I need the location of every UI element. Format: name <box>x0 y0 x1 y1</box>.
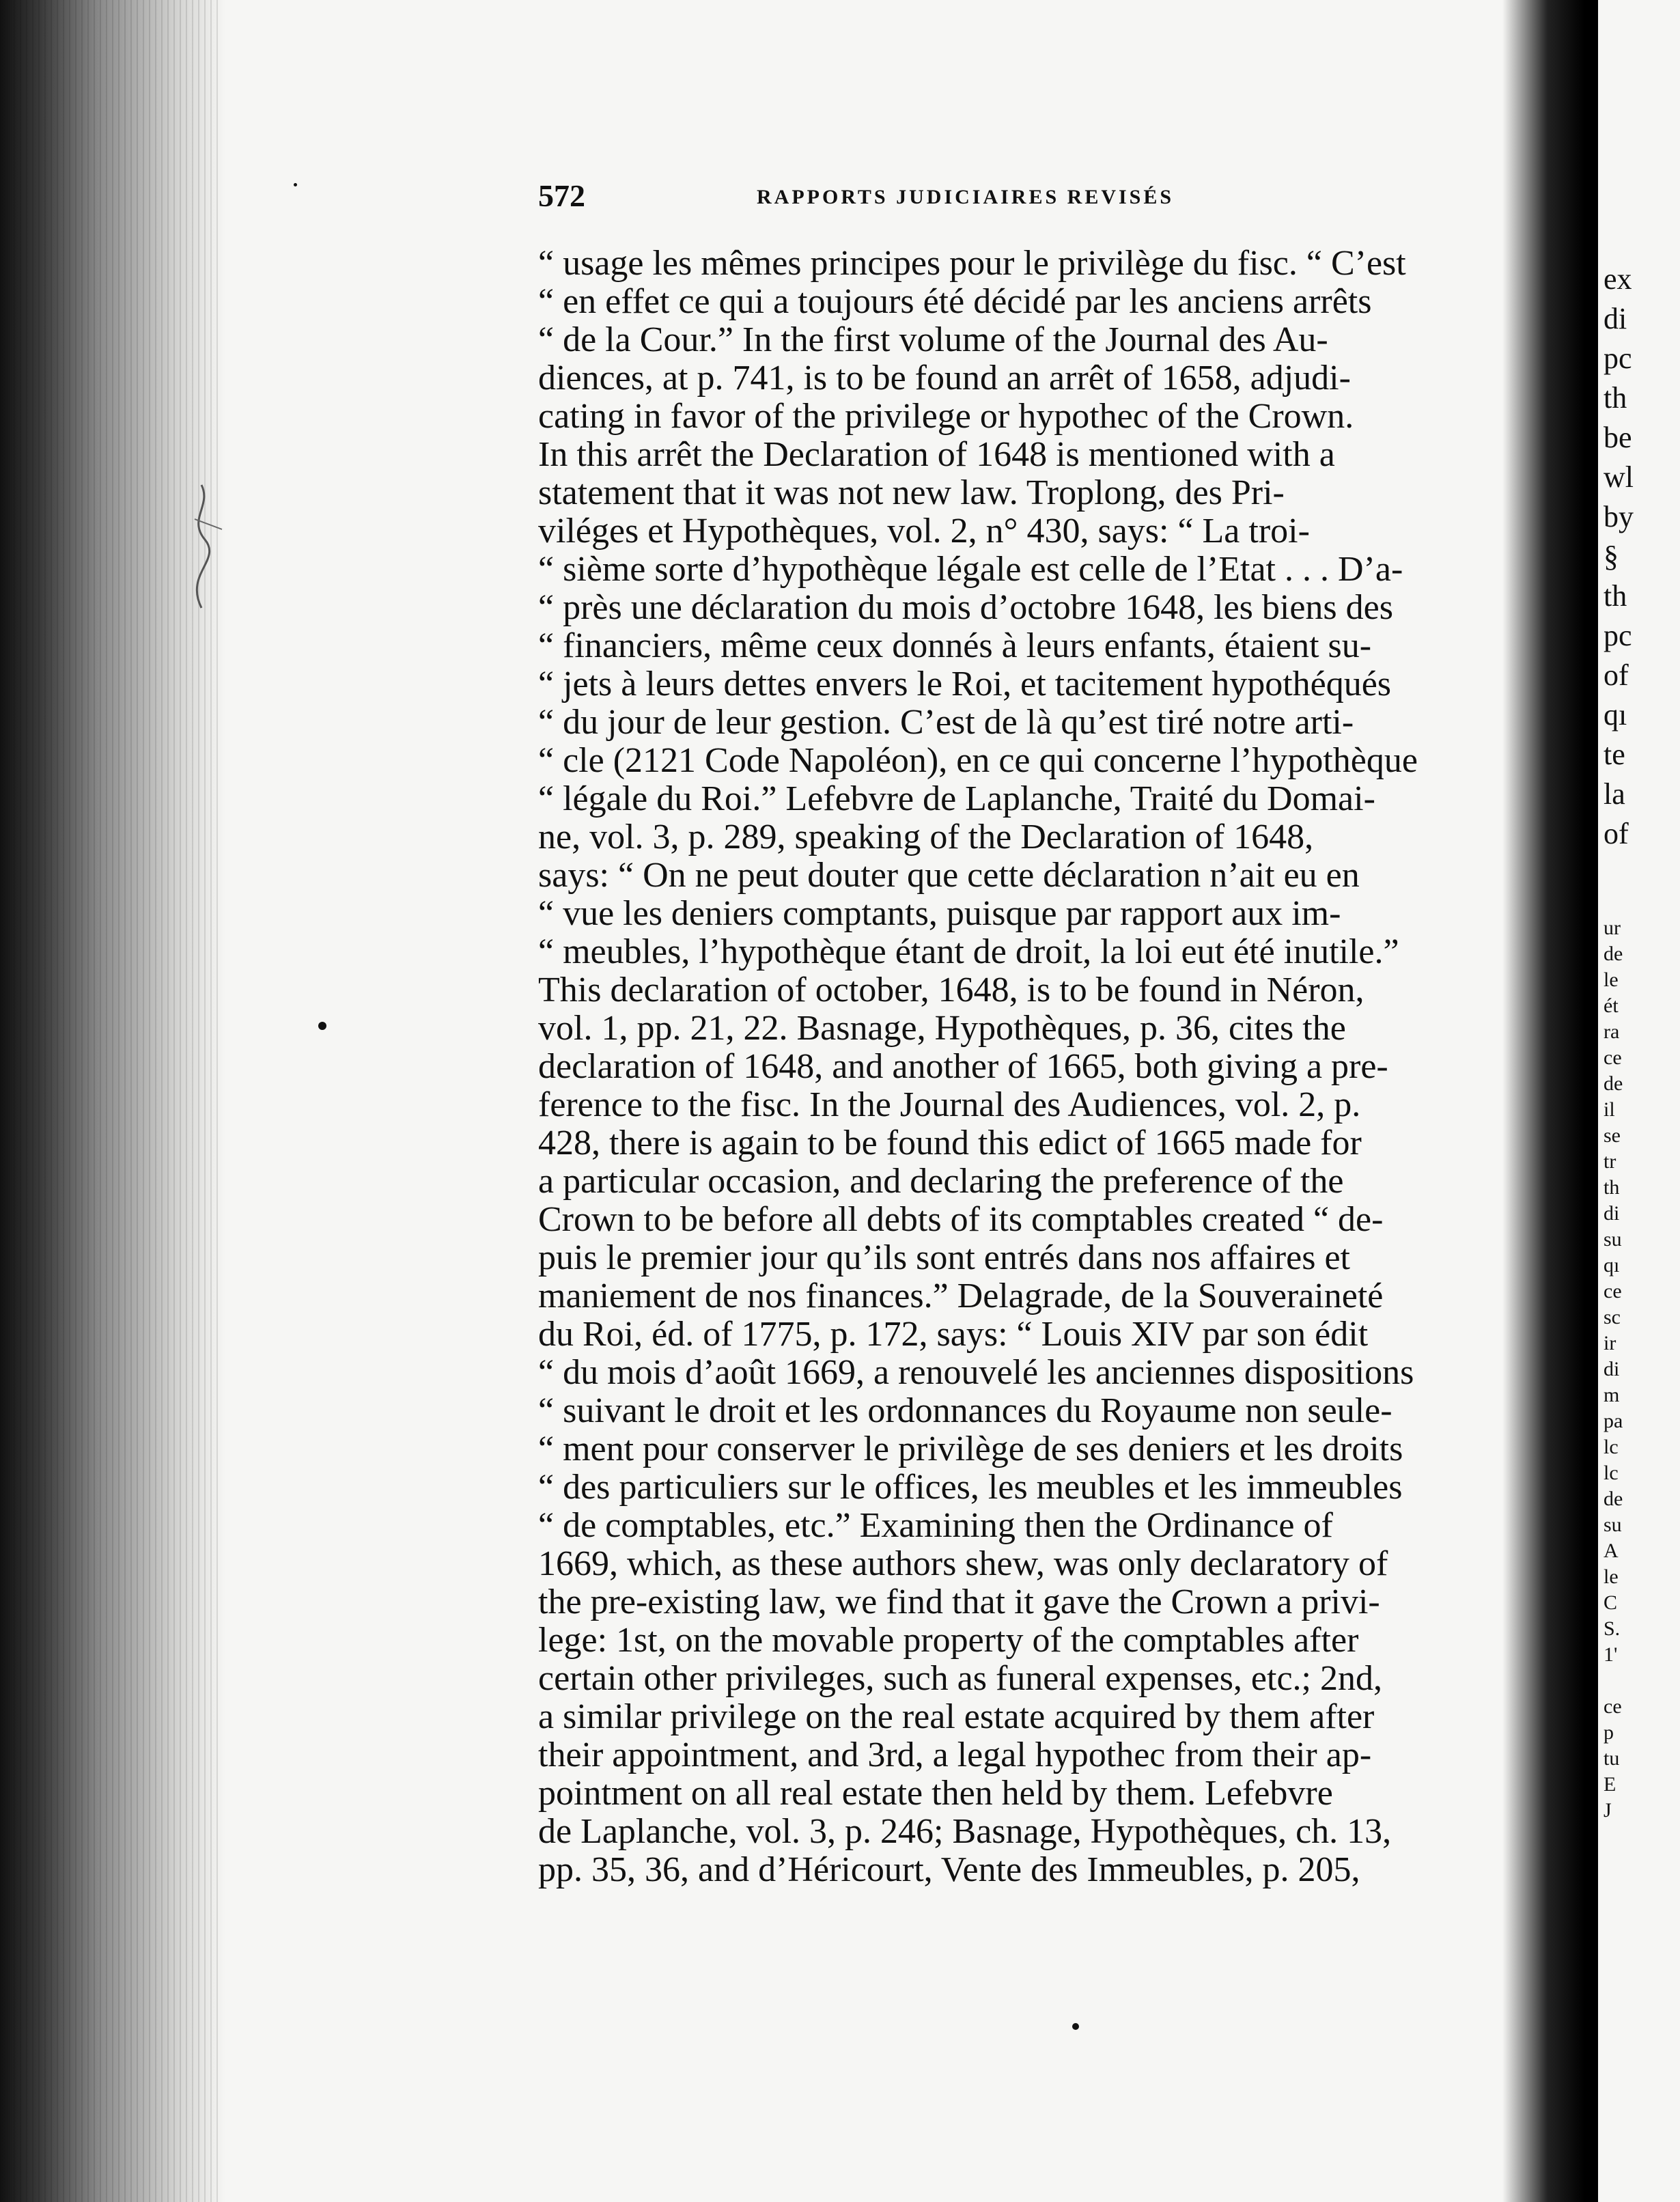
text-line: ne, vol. 3, p. 289, speaking of the Declaration of 1648, <box>538 818 1314 856</box>
text-fragment <box>1604 1668 1623 1694</box>
text-fragment: sc <box>1604 1306 1621 1328</box>
text-line: lege: 1st, on the movable property of the comptables after <box>538 1621 1359 1660</box>
text-fragment: ir <box>1604 1332 1616 1354</box>
text-fragment: S. <box>1604 1617 1621 1640</box>
body-text <box>538 245 1487 1889</box>
text-fragment: th <box>1604 579 1627 613</box>
text-fragment: p <box>1604 1721 1614 1744</box>
text-fragment: ét <box>1604 994 1619 1017</box>
text-fragment: th <box>1604 1176 1620 1199</box>
text-fragment: E <box>1604 1773 1616 1796</box>
text-line: “ légale du Roi.” Lefebvre de Laplanche, Traité du Domai- <box>538 780 1375 818</box>
text-line: “ du jour de leur gestion. C’est de là qu’est tiré notre arti- <box>538 703 1354 742</box>
text-fragment: § <box>1604 540 1619 573</box>
text-fragment: la <box>1604 777 1625 811</box>
text-line: statement that it was not new law. Troplong, des Pri- <box>538 474 1285 512</box>
text-line: says: “ On ne peut douter que cette déclaration n’ait eu en <box>538 856 1360 895</box>
text-fragment: be <box>1604 421 1632 454</box>
text-fragment: se <box>1604 1124 1621 1147</box>
text-fragment: de <box>1604 1488 1623 1510</box>
text-line: the pre-existing law, we find that it gave the Crown a privi- <box>538 1583 1380 1621</box>
text-line: du Roi, éd. of 1775, p. 172, says: “ Louis XIV par son édit <box>538 1315 1369 1354</box>
text-line: “ financiers, même ceux donnés à leurs enfants, étaient su- <box>538 627 1372 665</box>
text-fragment: qı <box>1604 698 1627 731</box>
text-line: In this arrêt the Declaration of 1648 is mentioned with a <box>538 436 1335 474</box>
text-fragment: te <box>1604 738 1625 771</box>
text-fragment: di <box>1604 1358 1620 1380</box>
ink-dot <box>1072 2023 1079 2030</box>
text-fragment: 1' <box>1604 1643 1618 1666</box>
text-line: viléges et Hypothèques, vol. 2, n° 430, says: “ La troi- <box>538 512 1310 550</box>
text-line: their appointment, and 3rd, a legal hypothec from their ap- <box>538 1736 1372 1774</box>
text-line: Crown to be before all debts of its comptables created “ de- <box>538 1201 1384 1239</box>
text-fragment: pc <box>1604 342 1632 375</box>
text-fragment: le <box>1604 968 1619 991</box>
text-fragment: tr <box>1604 1150 1616 1173</box>
right-page-text-top <box>1604 260 1634 854</box>
right-page-text-bottom <box>1604 915 1623 1824</box>
text-fragment: ur <box>1604 917 1621 939</box>
text-fragment: J <box>1604 1799 1612 1822</box>
text-line: “ près une déclaration du mois d’octobre 1648, les biens des <box>538 589 1393 627</box>
text-line: “ cle (2121 Code Napoléon), en ce qui concerne l’hypothèque <box>538 742 1418 780</box>
text-line: 1669, which, as these authors shew, was only declaratory of <box>538 1545 1388 1583</box>
text-fragment: ce <box>1604 1280 1622 1302</box>
text-fragment: m <box>1604 1384 1620 1406</box>
text-fragment: su <box>1604 1228 1622 1251</box>
text-fragment: th <box>1604 381 1627 415</box>
text-line: puis le premier jour qu’ils sont entrés dans nos affaires et <box>538 1239 1350 1277</box>
text-fragment: lc <box>1604 1462 1619 1484</box>
text-fragment: wl <box>1604 460 1634 494</box>
text-line: 428, there is again to be found this edict of 1665 made for <box>538 1124 1362 1162</box>
text-fragment: A <box>1604 1539 1619 1562</box>
page-header <box>538 178 1269 219</box>
text-fragment: di <box>1604 302 1627 335</box>
text-line: “ suivant le droit et les ordonnances du Royaume non seule- <box>538 1392 1392 1430</box>
text-fragment: su <box>1604 1514 1622 1536</box>
text-line: “ de comptables, etc.” Examining then the Ordinance of <box>538 1507 1333 1545</box>
text-line: declaration of 1648, and another of 1665, both giving a pre- <box>538 1048 1388 1086</box>
text-line: This declaration of october, 1648, is to be found in Néron, <box>538 971 1364 1009</box>
text-line: “ meubles, l’hypothèque étant de droit, la loi eut été inutile.” <box>538 933 1399 971</box>
text-line: vol. 1, pp. 21, 22. Basnage, Hypothèques, p. 36, cites the <box>538 1009 1346 1048</box>
text-fragment: lc <box>1604 1436 1619 1458</box>
text-line: cating in favor of the privilege or hypothec of the Crown. <box>538 398 1354 436</box>
text-fragment: of <box>1604 817 1629 850</box>
text-line: “ en effet ce qui a toujours été décidé par les anciens arrêts <box>538 283 1372 321</box>
text-fragment: of <box>1604 658 1629 692</box>
text-fragment: ra <box>1604 1020 1620 1043</box>
text-line: a particular occasion, and declaring the preference of the <box>538 1162 1344 1201</box>
text-fragment: di <box>1604 1202 1620 1225</box>
text-fragment: ex <box>1604 262 1632 296</box>
text-fragment: le <box>1604 1565 1619 1588</box>
text-fragment: il <box>1604 1098 1615 1121</box>
text-line: maniement de nos finances.” Delagrade, de la Souveraineté <box>538 1277 1384 1315</box>
text-fragment: tu <box>1604 1747 1620 1770</box>
text-line: “ jets à leurs dettes envers le Roi, et tacitement hypothéqués <box>538 665 1392 703</box>
text-fragment: C <box>1604 1591 1618 1614</box>
text-line: a similar privilege on the real estate acquired by them after <box>538 1698 1375 1736</box>
text-fragment: de <box>1604 943 1623 965</box>
text-fragment: by <box>1604 500 1634 533</box>
text-line: diences, at p. 741, is to be found an arrêt of 1658, adjudi- <box>538 359 1351 398</box>
right-page-fragment <box>1598 0 1680 2202</box>
ink-dot <box>318 1022 326 1030</box>
text-line: “ sième sorte d’hypothèque légale est celle de l’Etat . . . D’a- <box>538 550 1403 589</box>
text-fragment: de <box>1604 1072 1623 1095</box>
text-line: certain other privileges, such as funeral expenses, etc.; 2nd, <box>538 1660 1382 1698</box>
text-line: “ ment pour conserver le privilège de ses deniers et les droits <box>538 1430 1403 1468</box>
stacked-page-edges <box>14 0 219 2202</box>
text-line: pointment on all real estate then held by them. Lefebvre <box>538 1774 1333 1813</box>
text-line: “ vue les deniers comptants, puisque par rapport aux im- <box>538 895 1341 933</box>
text-line: pp. 35, 36, and d’Héricourt, Vente des Immeubles, p. 205, <box>538 1851 1360 1889</box>
text-line: “ de la Cour.” In the first volume of the Journal des Au- <box>538 321 1328 359</box>
page-number: 572 <box>538 178 585 213</box>
text-fragment: ce <box>1604 1046 1622 1069</box>
pencil-mark <box>174 478 236 615</box>
ink-dot <box>294 183 297 186</box>
text-line: ference to the fisc. In the Journal des Audiences, vol. 2, p. <box>538 1086 1361 1124</box>
text-fragment: pa <box>1604 1410 1623 1432</box>
text-fragment: qı <box>1604 1254 1620 1277</box>
text-line: “ des particuliers sur le offices, les meubles et les immeubles <box>538 1468 1403 1507</box>
book-gutter <box>1502 0 1584 2202</box>
text-line: “ du mois d’août 1669, a renouvelé les anciennes dispositions <box>538 1354 1414 1392</box>
running-title: RAPPORTS JUDICIAIRES REVISÉS <box>757 186 1175 208</box>
text-line: de Laplanche, vol. 3, p. 246; Basnage, Hypothèques, ch. 13, <box>538 1813 1392 1851</box>
text-fragment: ce <box>1604 1695 1622 1718</box>
text-fragment: pc <box>1604 619 1632 652</box>
text-line: “ usage les mêmes principes pour le privilège du fisc. “ C’est <box>538 245 1406 283</box>
